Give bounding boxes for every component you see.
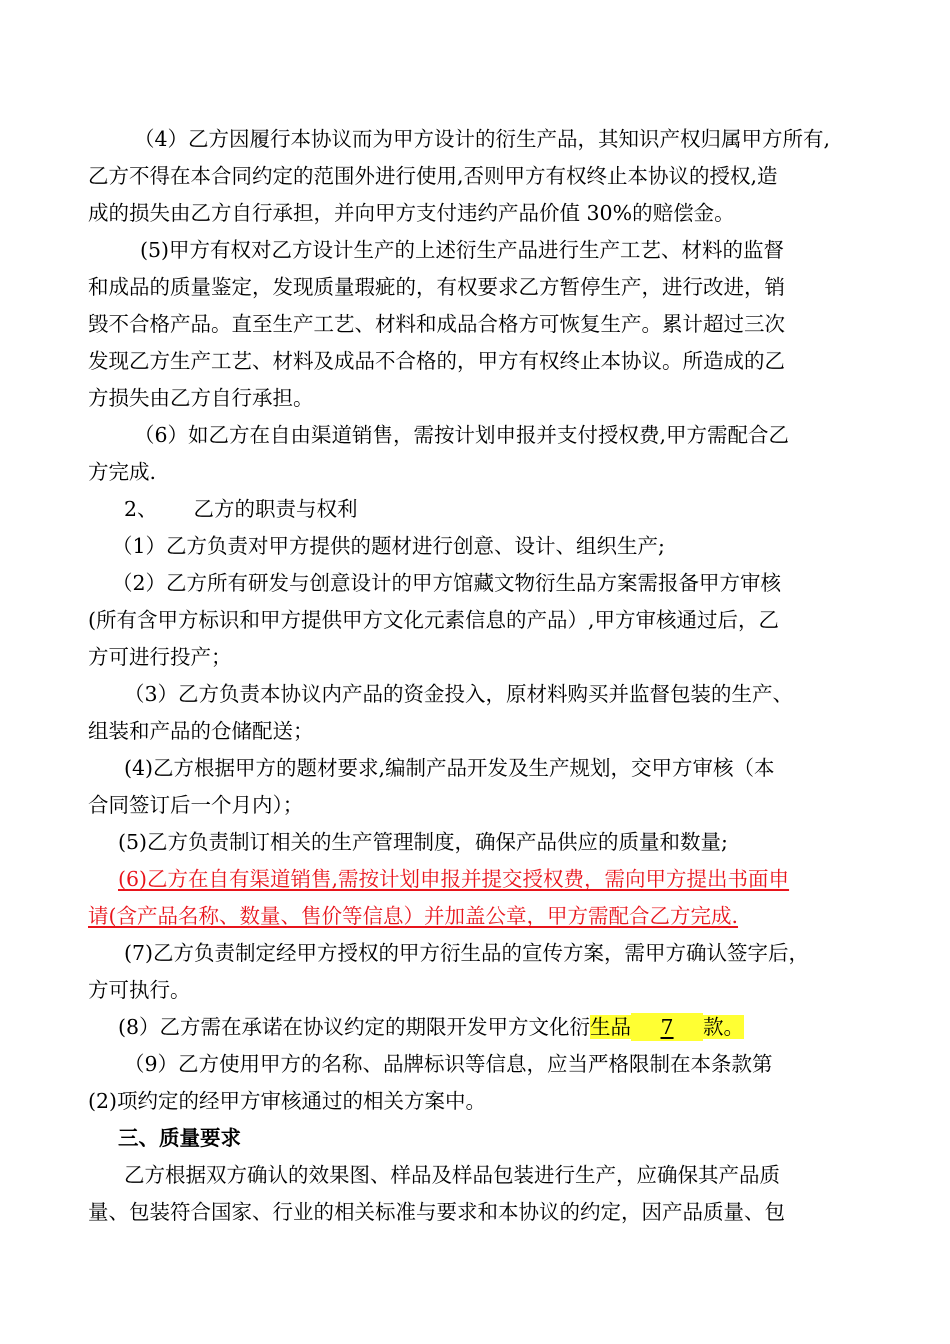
paragraph-line: (4)乙方根据甲方的题材要求,编制产品开发及生产规划，交甲方审核（本	[124, 756, 775, 780]
paragraph-line: 方损失由乙方自行承担。	[88, 386, 314, 410]
section-heading: 三、质量要求	[118, 1126, 241, 1150]
paragraph-line: 方可执行。	[88, 978, 191, 1002]
paragraph-line: (5)乙方负责制订相关的生产管理制度，确保产品供应的质量和数量;	[118, 830, 728, 854]
paragraph-line: 乙方不得在本合同约定的范围外进行使用,否则甲方有权终止本协议的授权,造	[88, 164, 778, 188]
paragraph-line: 乙方根据双方确认的效果图、样品及样品包装进行生产，应确保其产品质	[124, 1163, 780, 1187]
revised-paragraph-line: (6)乙方在自有渠道销售,需按计划申报并提交授权费，需向甲方提出书面申	[118, 867, 790, 891]
paragraph-text: (8）乙方需在承诺在协议约定的期限开发甲方文化衍	[118, 1015, 591, 1039]
paragraph-line: 毁不合格产品。直至生产工艺、材料和成品合格方可恢复生产。累计超过三次	[88, 312, 785, 336]
paragraph-line: (所有含甲方标识和甲方提供甲方文化元素信息的产品）,甲方审核通过后，乙	[88, 608, 780, 632]
paragraph-line: 方完成.	[88, 460, 157, 484]
section-title: 乙方的职责与权利	[193, 497, 358, 521]
paragraph-line: （4）乙方因履行本协议而为甲方设计的衍生产品，其知识产权归属甲方所有,	[134, 127, 831, 151]
highlighted-text: 款。	[703, 1015, 745, 1039]
paragraph-line: （1）乙方负责对甲方提供的题材进行创意、设计、组织生产;	[112, 534, 665, 558]
paragraph-line: 发现乙方生产工艺、材料及成品不合格的，甲方有权终止本协议。所造成的乙	[88, 349, 785, 373]
paragraph-line: (7)乙方负责制定经甲方授权的甲方衍生品的宣传方案，需甲方确认签字后，	[124, 941, 810, 965]
revised-paragraph-line: 请(含产品名称、数量、售价等信息）并加盖公章，甲方需配合乙方完成.	[88, 904, 739, 928]
paragraph-line: 成的损失由乙方自行承担，并向甲方支付违约产品价值 30%的赔偿金。	[88, 201, 735, 225]
highlighted-text: 生品	[590, 1015, 632, 1039]
paragraph-line: 和成品的质量鉴定，发现质量瑕疵的，有权要求乙方暂停生产，进行改进，销	[88, 275, 785, 299]
section-number: 2、	[124, 497, 158, 521]
paragraph-line: 方可进行投产；	[88, 645, 232, 669]
paragraph-line: 量、包装符合国家、行业的相关标准与要求和本协议的约定，因产品质量、包	[88, 1200, 785, 1224]
paragraph-line: (5)甲方有权对乙方设计生产的上述衍生产品进行生产工艺、材料的监督	[140, 238, 785, 262]
paragraph-line: （9）乙方使用甲方的名称、品牌标识等信息，应当严格限制在本条款第	[124, 1052, 773, 1076]
paragraph-line: （3）乙方负责本协议内产品的资金投入，原材料购买并监督包装的生产、	[124, 682, 794, 706]
quantity-blank: 7	[631, 1013, 703, 1041]
paragraph-line: 合同签订后一个月内）；	[88, 793, 304, 817]
paragraph-line: （2）乙方所有研发与创意设计的甲方馆藏文物衍生品方案需报备甲方审核	[112, 571, 782, 595]
section-heading	[124, 495, 358, 523]
paragraph-line: (2)项约定的经甲方审核通过的相关方案中。	[88, 1089, 487, 1113]
paragraph-line	[118, 1013, 744, 1041]
paragraph-line: 组装和产品的仓储配送；	[88, 719, 314, 743]
paragraph-line: （6）如乙方在自由渠道销售，需按计划申报并支付授权费,甲方需配合乙	[134, 423, 790, 447]
